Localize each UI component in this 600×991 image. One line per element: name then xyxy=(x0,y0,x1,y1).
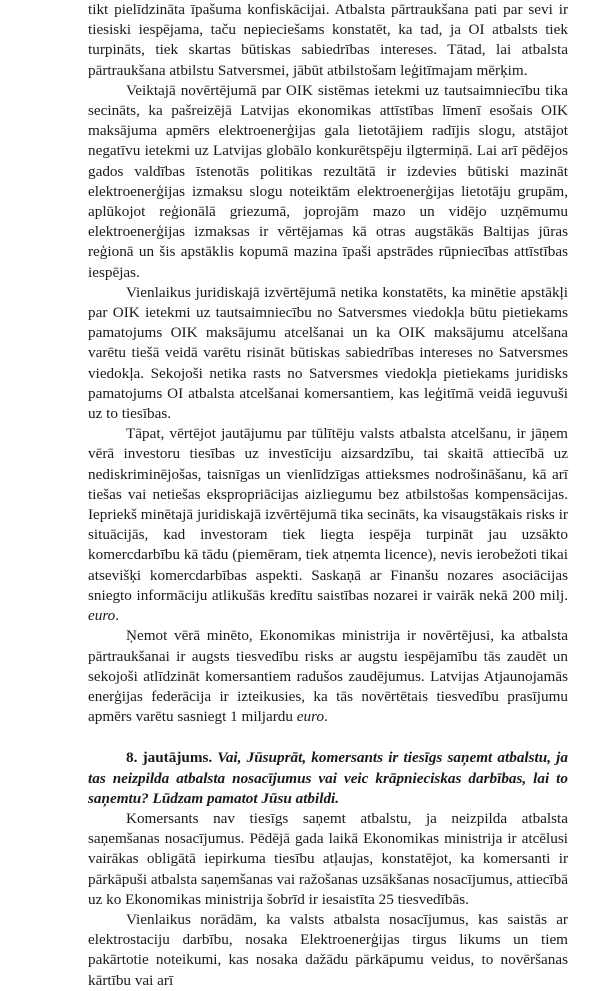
paragraph-2-text: Veiktajā novērtējumā par OIK sistēmas ietekmi uz tautsaimniecību tika secināts, ka pašreizējā Latvijas ekonomikas attīstības līmenī esošais OIK maksājuma apmērs elektroenerģijas gala lietotājiem radījis slogu, atstājot negatīvu ietekmi uz Latvijas globālo konkurētspēju ilgtermiņā. Lai arī pēdējos gados valdības īstenotās politikas rezultātā ir izdevies būtiski mazināt elektroenerģijas izmaksu slogu noteiktām elektroenerģijas lietotāju grupām, aplūkojot reģionālā griezumā, joprojām mazo un vidējo uzņēmumu elektroenerģijas izmaksas ir vērtējamas kā otras augstākās Baltijas jūras reģionā un šis apstāklis kopumā mazina īpaši apstrādes rūpniecības attīstības iespējas. xyxy=(88,81,568,281)
paragraph-5-end: . xyxy=(324,708,328,726)
currency-unit: euro xyxy=(88,607,116,625)
question-text: Vai, Jūsuprāt, komersants ir tiesīgs saņemt atbalstu, ja tas neizpilda atbalsta nosacījumus vai veic krāpnieciskas darbības, lai to saņemtu? Lūdzam pamatot Jūsu atbildi. xyxy=(88,749,568,807)
paragraph-4-text: Tāpat, vērtējot jautājumu par tūlītēju valsts atbalsta atcelšanu, ir jāņem vērā investoru tiesības uz investīciju aizsardzību, tai skaitā attiecībā uz nediskriminējošas, taisnīgas un vienlīdzīgas attieksmes nodrošināšanu, kā arī tiešas vai netiešas ekspropriācijas aizliegumu bez atbilstošas kompensācijas. Iepriekš minētajā juridiskajā izvērtējumā tika secināts, ka visaugstākais risks ir situācijās, kad investoram tiek liegta iespēja turpināt jau uzsākto komercdarbību kā tādu (piemēram, tiek atņemta licence), nevis ierobežoti tikai atsevišķi komercdarbības aspekti. Saskaņā ar Finanšu nozares asociācijas sniegto informāciju atlikušās kredītu saistības nozarei ir vairāk nekā 200 milj. xyxy=(88,425,568,604)
paragraph-4-end: . xyxy=(115,607,120,625)
question-label: 8. jautājums. xyxy=(126,749,213,767)
currency-unit: euro xyxy=(296,708,325,726)
paragraph-1 xyxy=(88,0,568,81)
answer-paragraph-1-text: Komersants nav tiesīgs saņemt atbalstu, ja neizpilda atbalsta saņemšanas nosacījumus. Pēdējā gada laikā Ekonomikas ministrija ir atcēlusi vairākas obligātā iepirkuma tiesību atļaujas, konstatējot, ka komersanti ir pārkāpuši atbalsta saņemšanas vai ražošanas uzsākšanas nosacījumus, attiecībā uz ko Ekonomikas ministrija šobrīd ir iesaistīta 25 tiesvedībās. xyxy=(88,809,568,908)
answer-paragraph-2-text: Vienlaikus norādām, ka valsts atbalsta nosacījumus, kas saistās ar elektrostaciju darbību, nosaka Elektroenerģijas tirgus likums un tiem pakārtotie noteikumi, kas nosaka dažādu pārkāpumu veidus, to novēršanas kārtību vai arī xyxy=(88,910,568,989)
answer-paragraph-2 xyxy=(88,910,568,991)
paragraph-2 xyxy=(88,81,568,283)
paragraph-3 xyxy=(88,283,568,424)
question-8 xyxy=(88,748,568,809)
paragraph-3-text: Vienlaikus juridiskajā izvērtējumā netika konstatēts, ka minētie apstākļi par OIK ietekmi uz tautsaimniecību no Satversmes viedokļa būtu pietiekams pamatojums OIK maksājumu atcelšanai un ka OIK maksājumu atcelšana varētu tiešā veidā varētu risināt būtiskas sabiedrības intereses no Satversmes viedokļa. Sekojoši netika rasts no Satversmes viedokļa pietiekams juridisks pamatojums OI atbalsta atcelšanai komersantiem, kas leģitīmā veidā ieguvuši uz to tiesības. xyxy=(88,283,568,423)
paragraph-4 xyxy=(88,424,568,626)
document-page xyxy=(88,0,568,991)
paragraph-5-text: Ņemot vērā minēto, Ekonomikas ministrija ir novērtējusi, ka atbalsta pārtraukšanai ir augsts tiesvedību risks ar augstu iespējamību tās zaudēt un sekojoši atlīdzināt komersantiem radušos zaudējumus. Latvijas Atjaunojamās enerģijas federācija ir izteikusies, ka tās novērtētais tiesvedību prasījumu apmērs varētu sasniegt 1 miljardu xyxy=(88,627,568,726)
paragraph-5 xyxy=(88,626,568,727)
paragraph-1-text: tikt pielīdzināta īpašuma konfiskācijai. Atbalsta pārtraukšana pati par sevi ir tiesiski iespējama, taču nepieciešams konstatēt, ka tad, ja OI atbalsts tiek turpināts, tiek skartas būtiskas sabiedrības intereses. Tātad, lai atbalsta pārtraukšana atbilstu Satversmei, jābūt atbilstošam leģitīmajam mērķim. xyxy=(88,1,568,79)
answer-paragraph-1 xyxy=(88,809,568,910)
